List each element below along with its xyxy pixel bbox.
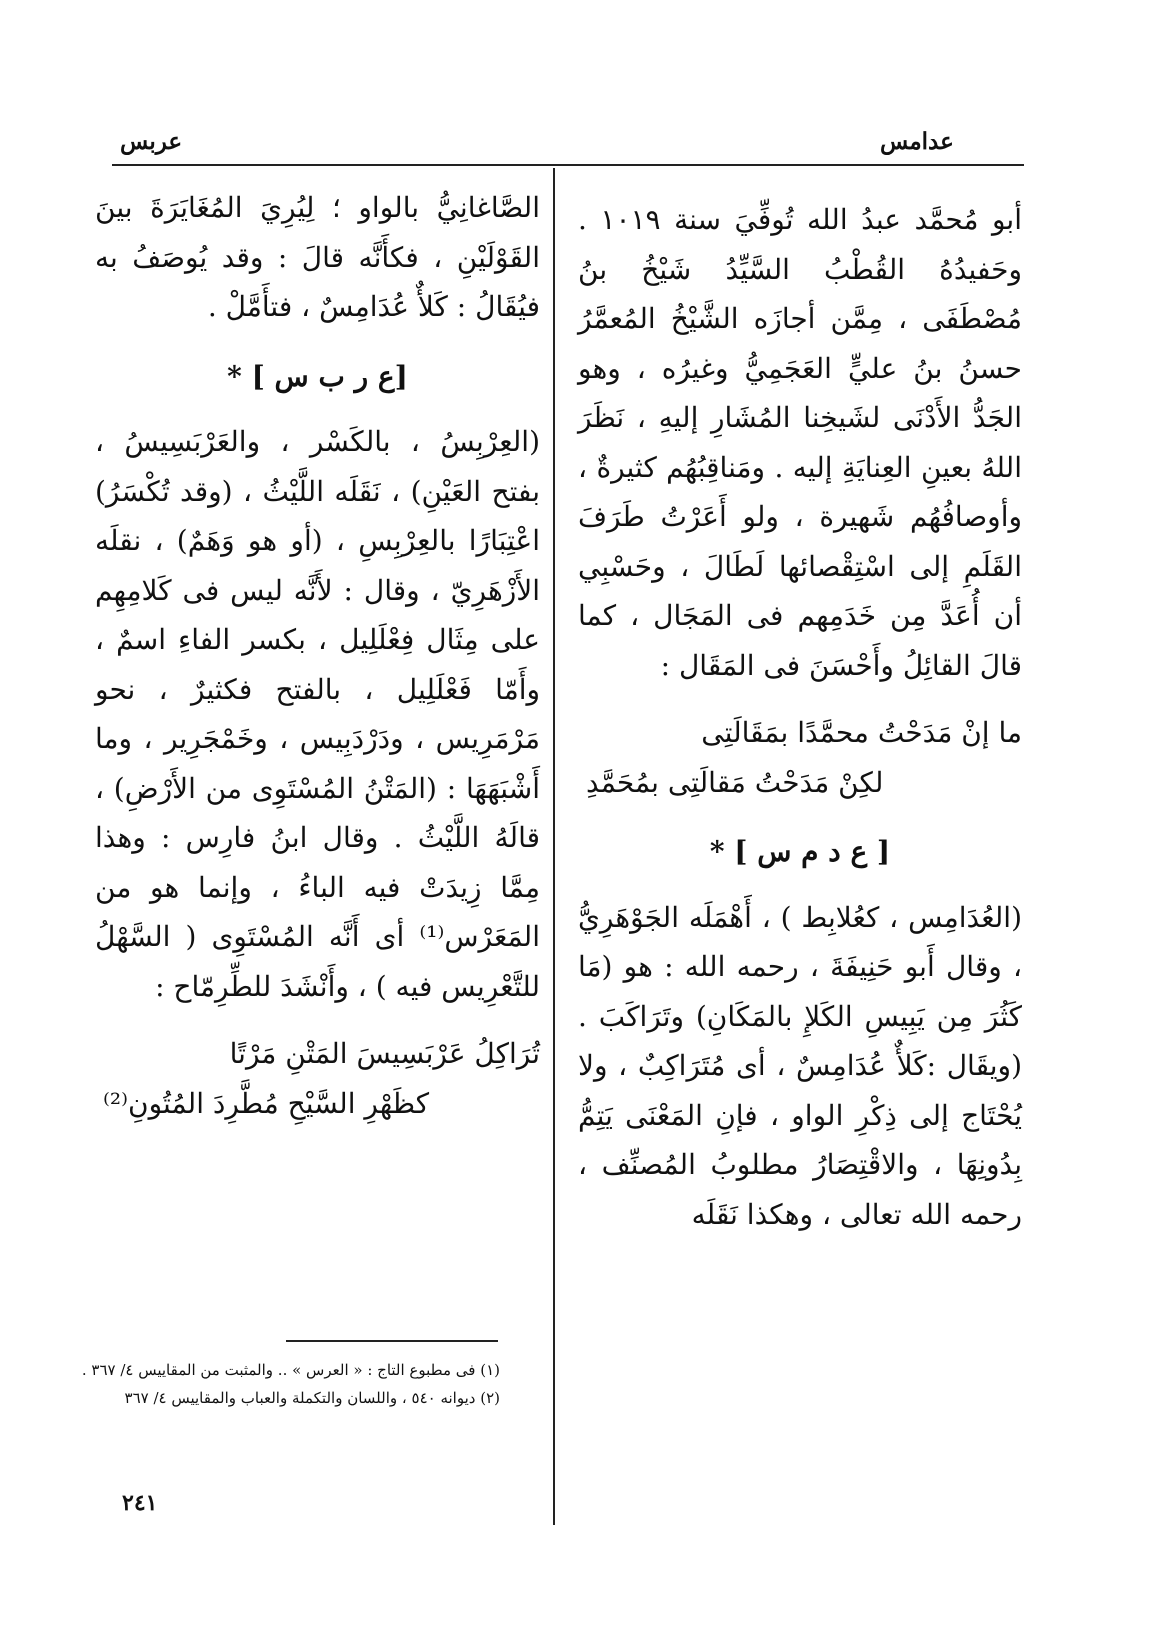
entry-heading-arbs: [ع ر ب س ] * [227, 359, 408, 393]
footnote-1: (١) فى مطبوع التاج : « العرس » .. والمثبت من المقاييس ٤/ ٣٦٧ . [81, 1361, 500, 1379]
right-verse-line-2: لكِنْ مَدَحْتُ مَقالَتِى بمُحَمَّدِ [586, 765, 884, 799]
right-column [578, 195, 1022, 1239]
right-verse-line-1: ما إنْ مَدَحْتُ محمَّدًا بمَقَالَتِى [701, 716, 1022, 749]
footnotes [80, 1358, 500, 1414]
running-header-left: عربس [120, 128, 183, 155]
footnote-2: (٢) ديوانه ٥٤٠ ، واللسان والتكملة والعباب والمقاييس ٤/ ٣٦٧ [124, 1389, 500, 1407]
left-verse-line-2: كظَهْرِ السَّيْحِ مُطَّرِدَ المُتُونِ⁽²⁾ [103, 1086, 430, 1120]
right-paragraph-1: أبو مُحمَّد عبدُ الله تُوفِّيَ سنة ١٠١٩ . وحَفيدُهُ القُطْبُ السَّيِّدُ شَيْخُ بنُ مُصْطَفَى ، مِمَّن أجازَه الشَّيْخُ المُعمَّرُ حسنُ بنُ عليٍّ العَجَمِيُّ وغيرُه ، وهو الجَدُّ الأَدْنَى لشَيخِنا المُشَارِ إليهِ ، نَظَرَ اللهُ بعينِ العِنايَةِ إليه . ومَناقِبُهُم كثيرةٌ ، وأوصافُهُم شَهيرة ، ولو أَعَرْتُ طَرَفَ القَلَمِ إلى اسْتِقْصائها لَطَالَ ، وحَسْبِي أن أُعَدَّ مِن خَدَمِهم فى المَجَال ، كما قالَ القائِلُ وأَحْسَنَ فى المَقَال : [578, 203, 1022, 682]
column-divider [553, 168, 555, 1525]
right-verse [578, 708, 1022, 807]
header-rule [112, 164, 1024, 166]
page-number: ٢٤١ [122, 1490, 158, 1516]
left-paragraph-2: (العِرْبِسُ ، بالكَسْر ، والعَرْبَسِيسُ ، بفتح العَيْنِ) ، نَقَلَه اللَّيْثُ ، (وقد تُكْسَرُ) اعْتِبَارًا بالعِرْبِسِ ، (أو هو وَهَمٌ) ، نقلَه الأَزْهَرِيّ ، وقال : لأَنَّه ليس فى كَلامِهِم على مِثَال فِعْلَلِيل ، بكسر الفاءِ اسمٌ ، وأَمّا فَعْلَلِيل ، بالفتح فكثيرٌ ، نحو مَرْمَرِيس ، ودَرْدَبِيس ، وخَمْجَرِير ، وما أَشْبَهَهَا : (المَتْنُ المُسْتَوِى من الأَرْضِ) ، قالَهُ اللَّيْثُ . وقال ابنُ فارِس : وهذا مِمَّا زِيدَتْ فيه الباءُ ، وإنما هو من المَعَرْس⁽¹⁾ أى أَنَّه المُسْتَوِى ( السَّهْلُ للتَّعْرِيس فيه ) ، وأَنْشَدَ للطِّرِمّاح : [95, 425, 540, 1003]
left-verse-line-1: تُرَاكِلُ عَرْبَسِيسَ المَتْنِ مَرْتًا [229, 1037, 540, 1070]
right-paragraph-2: (العُدَامِس ، كعُلابِط ) ، أَهْمَلَه الجَوْهَرِيُّ ، وقال أَبو حَنِيفَةَ ، رحمه الله : هو (مَا كَثُرَ مِن يَبِيسِ الكَلإِ بالمَكَانِ) وتَرَاكَبَ . (ويقَال :كَلأٌ عُدَامِسٌ ، أى مُتَرَاكِبٌ ، ولا يُحْتَاج إلى ذِكْرِ الواو ، فإنِ المَعْنَى يَتِمُّ بِدُونِهَا ، والاقْتِصَارُ مطلوبُ المُصنِّف ، رحمه الله تعالى ، وهكذا نَقَلَه [578, 900, 1022, 1231]
running-header-right: عدامس [880, 128, 954, 155]
left-column [95, 183, 540, 1142]
footnote-rule [286, 1340, 498, 1342]
entry-heading-adms: [ ع د م س ] * [709, 835, 891, 868]
left-paragraph-1: الصَّاغانِيُّ بالواو ؛ لِيُرِيَ المُغَايَرَةَ بينَ القَوْلَيْنِ ، فكأَنَّه قالَ : وقد يُوصَفُ به فيُقَالُ : كَلأٌ عُدَامِسٌ ، فتأَمَّلْ . [95, 191, 540, 323]
left-verse [95, 1029, 540, 1128]
